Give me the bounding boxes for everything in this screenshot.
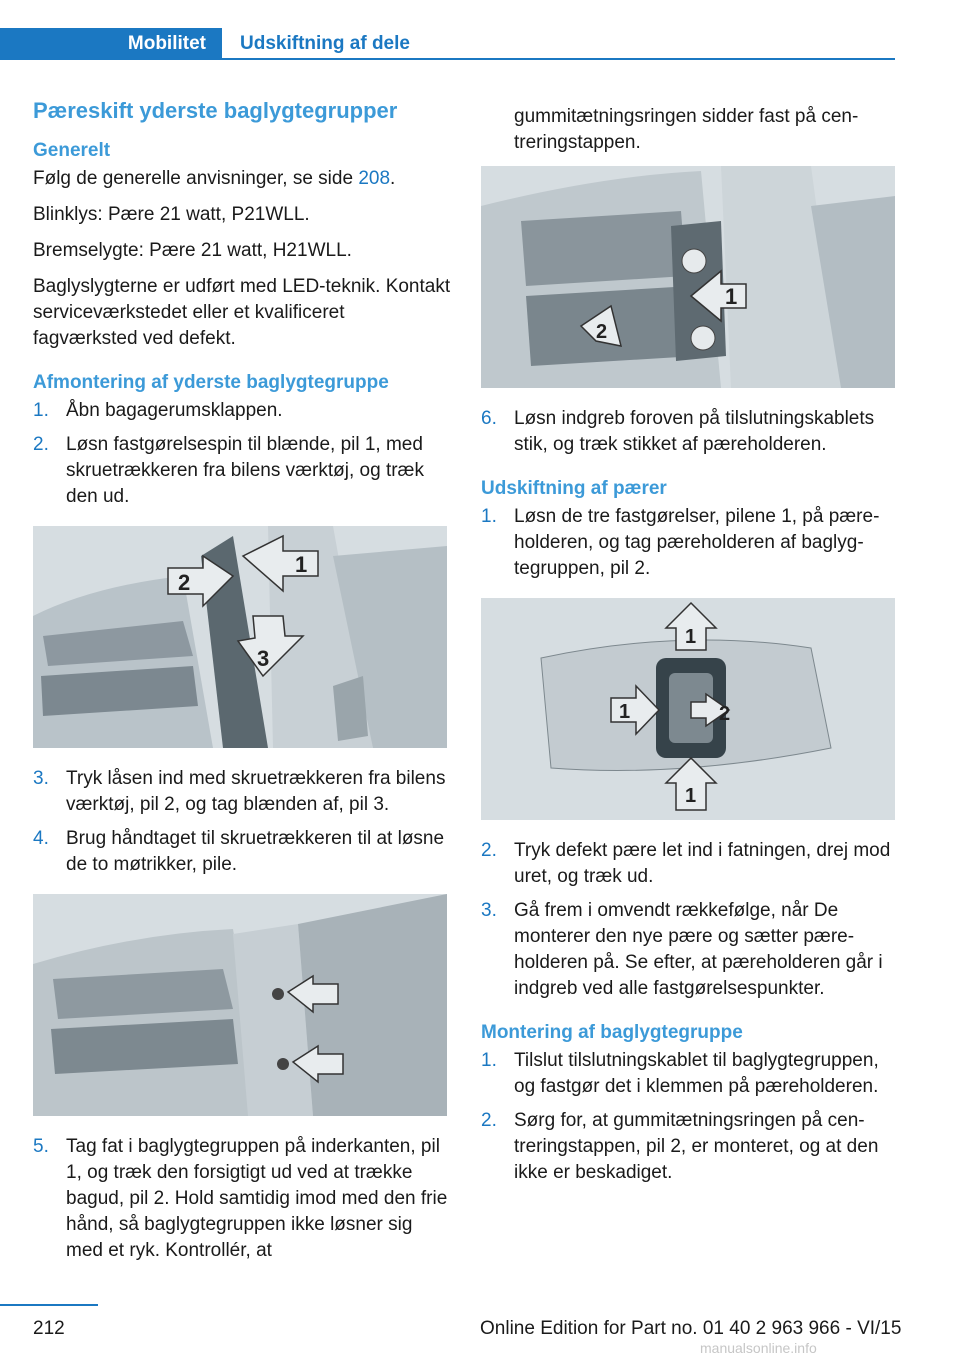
removal-steps-d bbox=[481, 406, 901, 458]
fig1-label: 2 bbox=[178, 570, 191, 595]
blinker-text: Blinklys: Pære 21 watt, P21WLL. bbox=[33, 204, 310, 225]
list-item: 2. Løsn fastgørelsespin til blænde, pil 1, med skruetrækkeren fra bilens værktøj, og træk den ud. bbox=[33, 434, 424, 507]
list-item: 1. Tilslut tilslutningskablet til baglygtegruppen, og fastgør det i klemmen på pæreholderen. bbox=[481, 1050, 879, 1097]
edition-text: Online Edition for Part no. 01 40 2 963 966 - VI/15 bbox=[480, 1318, 902, 1339]
bulb-heading: Udskiftning af pærer bbox=[481, 478, 667, 499]
figure-light-pull bbox=[481, 166, 895, 388]
general-text: Følg de generelle anvisninger, se side 208. bbox=[33, 168, 396, 189]
mount-steps bbox=[481, 1048, 901, 1186]
fig3-label: 2 bbox=[596, 321, 608, 343]
page-number: 212 bbox=[33, 1318, 65, 1339]
list-item: 1. Løsn de tre fastgørelser, pilene 1, på pæreholderen, og tag pæreholderen af baglygtegruppen, pil 2. bbox=[481, 506, 880, 579]
removal-steps-b bbox=[33, 766, 453, 878]
continuation-text: gummitætningsringen sidder fast på centreringstappen. bbox=[514, 106, 859, 153]
removal-heading: Afmontering af yderste baglygtegruppe bbox=[33, 372, 389, 393]
figure-bulb-holder bbox=[481, 598, 895, 820]
removal-steps-c bbox=[33, 1134, 453, 1264]
list-item: 3. Gå frem i omvendt rækkefølge, når De monterer den nye pære og sætter pæreholderen på. Se efter, at pæreholderen går i indgreb ved alle fastgørelsespunkter. bbox=[481, 900, 883, 999]
watermark: manualsonline.info bbox=[700, 1340, 817, 1356]
left-column bbox=[33, 98, 453, 1272]
fig4-label: 2 bbox=[719, 703, 731, 725]
general-heading: Generelt bbox=[33, 140, 111, 161]
fig4-label: 1 bbox=[619, 701, 631, 723]
figure-trim-removal bbox=[33, 526, 447, 748]
list-item: 3. Tryk låsen ind med skruetrækkeren fra bilens værktøj, pil 2, og tag blænden af, pil 3. bbox=[33, 768, 446, 815]
list-item: 2. Sørg for, at gummitætningsringen på centreringstappen, pil 2, er monteret, og at den ikke er beskadiget. bbox=[481, 1110, 879, 1183]
fig3-label: 1 bbox=[725, 284, 738, 309]
fig1-label: 1 bbox=[295, 552, 308, 577]
tab-mobilitet[interactable]: Mobilitet bbox=[0, 28, 222, 60]
removal-steps-a bbox=[33, 398, 453, 510]
header-tabs bbox=[0, 28, 895, 60]
fig1-label: 3 bbox=[257, 646, 270, 671]
right-column bbox=[481, 104, 901, 1194]
mount-heading: Montering af baglygtegruppe bbox=[481, 1022, 743, 1043]
brake-text: Bremselygte: Pære 21 watt, H21WLL. bbox=[33, 240, 352, 261]
tab-udskiftning-af-dele[interactable]: Udskiftning af dele bbox=[240, 33, 410, 54]
list-item: 6. Løsn indgreb foroven på tilslutningskablets stik, og træk stikket af pæreholderen. bbox=[481, 408, 875, 455]
bulb-steps-a bbox=[481, 504, 901, 582]
bulb-steps-b bbox=[481, 838, 901, 1002]
list-item: 2. Tryk defekt pære let ind i fatningen, drej mod uret, og træk ud. bbox=[481, 840, 891, 887]
section-title: Pæreskift yderste baglygtegrupper bbox=[33, 98, 398, 123]
fig4-label: 1 bbox=[685, 785, 697, 807]
led-text: Baglyslygterne er udført med LED-teknik. Kontakt serviceværkstedet eller et kvalificeret fagværksted ved defekt. bbox=[33, 276, 451, 349]
list-item: 5. Tag fat i baglygtegruppen på inderkanten, pil 1, og træk den forsigtigt ud ved at trække bagud, pil 2. Hold samtidig imod med den frie hånd, så baglygtegruppen ikke løsner sig med et ryk. Kontrollér, at bbox=[33, 1136, 448, 1261]
list-item: 4. Brug håndtaget til skruetrækkeren til at løsne de to møtrikker, pile. bbox=[33, 828, 445, 875]
list-item: 1. Åbn bagagerumsklappen. bbox=[33, 400, 283, 421]
footer-divider bbox=[0, 1304, 98, 1306]
page-link-208[interactable]: 208 bbox=[358, 168, 391, 189]
fig4-label: 1 bbox=[685, 626, 697, 648]
header-divider bbox=[222, 58, 895, 60]
figure-nuts bbox=[33, 894, 447, 1116]
